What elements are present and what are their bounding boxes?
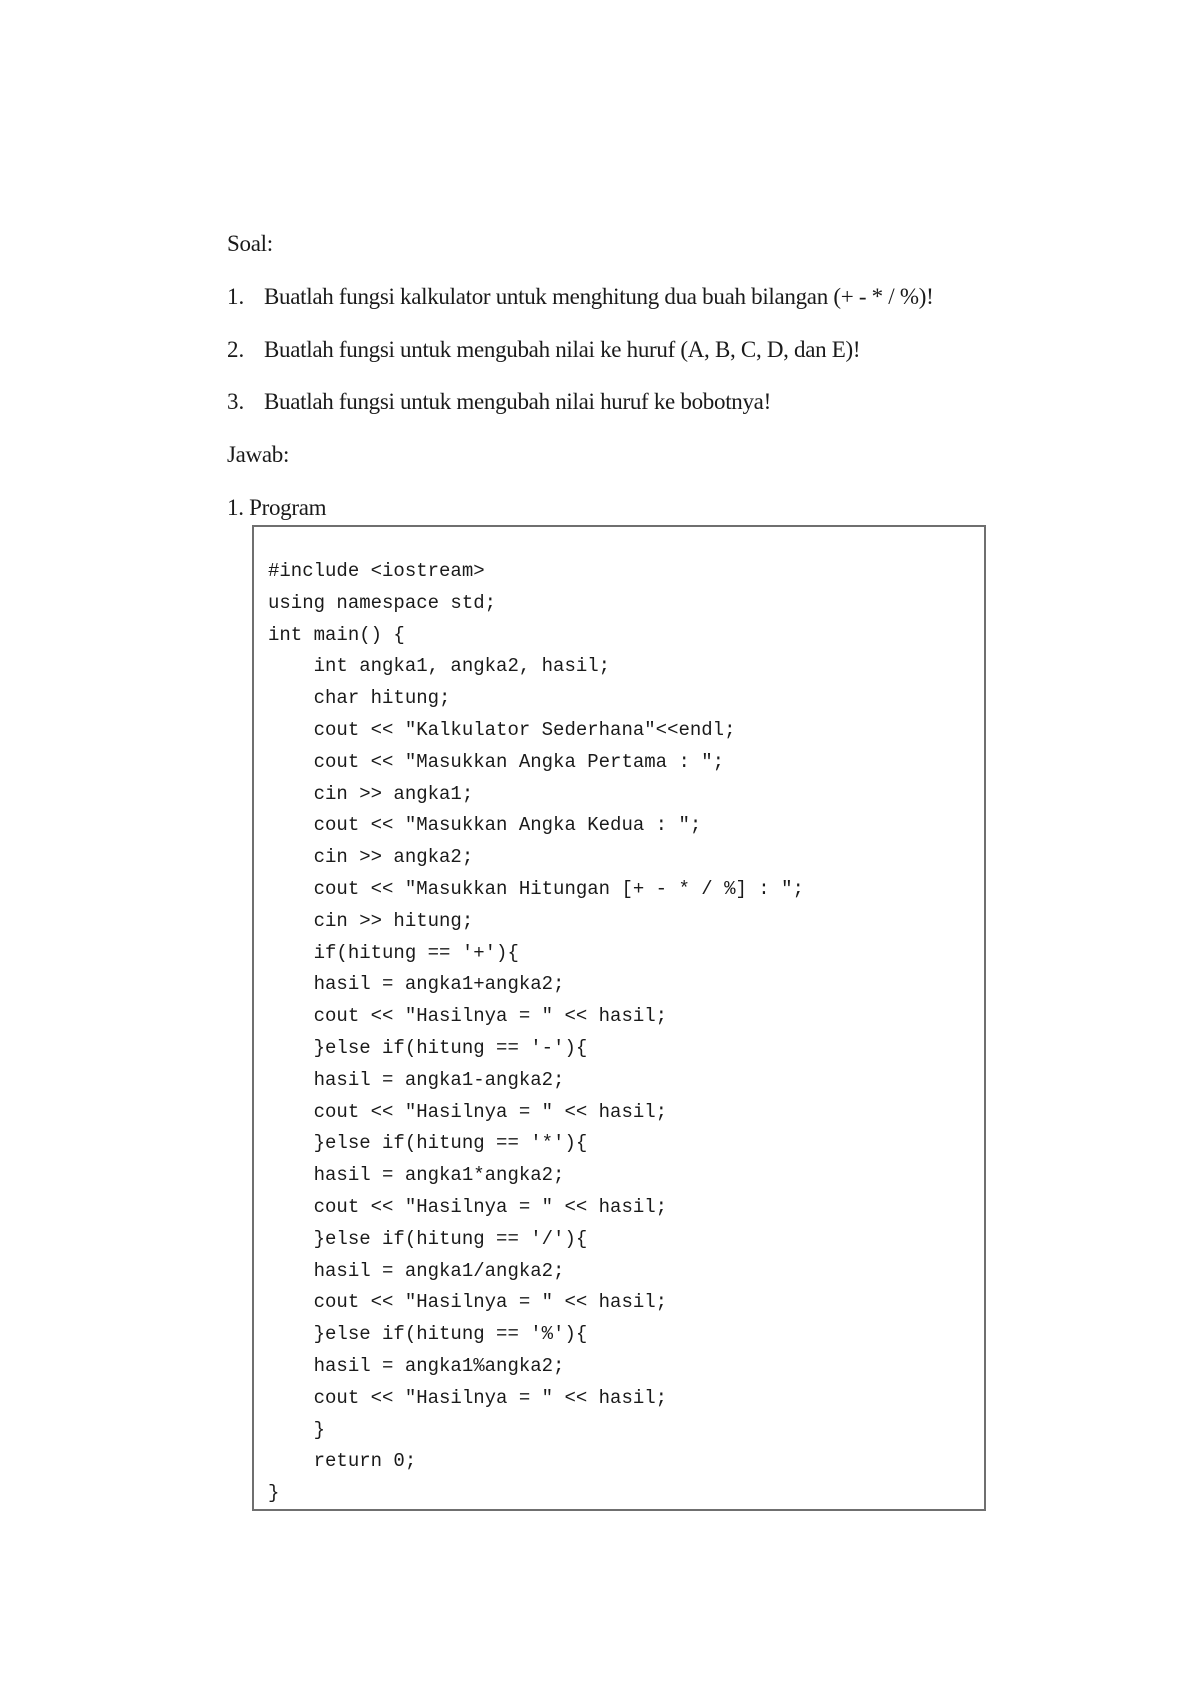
code-line: #include <iostream> (268, 560, 485, 582)
code-line: hasil = angka1+angka2; (268, 973, 565, 996)
question-text: Buatlah fungsi untuk mengubah nilai ke huruf (A, B, C, D, dan E)! (264, 337, 861, 362)
code-line: cin >> angka1; (268, 782, 474, 805)
question-number: 2. (227, 337, 245, 362)
code-line: int main() { (268, 623, 405, 646)
code-line: char hitung; (268, 687, 451, 710)
question-text: Buatlah fungsi kalkulator untuk menghitung dua buah bilangan (+ - * / %)! (264, 284, 934, 309)
code-line: } (268, 1418, 326, 1441)
question-number: 1. (227, 284, 245, 309)
code-line: if(hitung == '+'){ (268, 941, 519, 964)
program-label: 1. Program (227, 495, 327, 520)
code-line: cout << "Kalkulator Sederhana"<<endl; (268, 718, 736, 741)
code-line: cout << "Masukkan Angka Kedua : "; (268, 814, 702, 837)
code-line: } (268, 1482, 280, 1505)
code-line: }else if(hitung == '/'){ (268, 1227, 588, 1250)
code-box (252, 525, 986, 1511)
code-line: }else if(hitung == '-'){ (268, 1036, 588, 1059)
code-line: cout << "Hasilnya = " << hasil; (268, 1386, 668, 1409)
code-line: cin >> hitung; (268, 909, 474, 932)
code-line: cout << "Hasilnya = " << hasil; (268, 1291, 668, 1314)
code-line: cout << "Hasilnya = " << hasil; (268, 1100, 668, 1123)
code-line: using namespace std; (268, 591, 497, 614)
code-line: hasil = angka1%angka2; (268, 1354, 565, 1377)
code-line: cout << "Masukkan Angka Pertama : "; (268, 750, 725, 773)
code-line: hasil = angka1*angka2; (268, 1164, 565, 1187)
heading-jawab: Jawab: (227, 442, 290, 467)
code-line: cin >> angka2; (268, 846, 474, 869)
code-line: cout << "Masukkan Hitungan [+ - * / %] : "; (268, 877, 804, 900)
question-text: Buatlah fungsi untuk mengubah nilai huruf ke bobotnya! (264, 389, 771, 414)
code-line: hasil = angka1/angka2; (268, 1259, 565, 1282)
question-number: 3. (227, 389, 245, 414)
code-line: hasil = angka1-angka2; (268, 1068, 565, 1091)
code-line: }else if(hitung == '%'){ (268, 1323, 588, 1346)
heading-soal: Soal: (227, 231, 273, 256)
code-line: return 0; (268, 1450, 417, 1473)
code-line: }else if(hitung == '*'){ (268, 1132, 588, 1155)
code-listing (268, 556, 804, 1510)
code-line: cout << "Hasilnya = " << hasil; (268, 1195, 668, 1218)
code-line: int angka1, angka2, hasil; (268, 655, 611, 678)
code-line: cout << "Hasilnya = " << hasil; (268, 1005, 668, 1028)
